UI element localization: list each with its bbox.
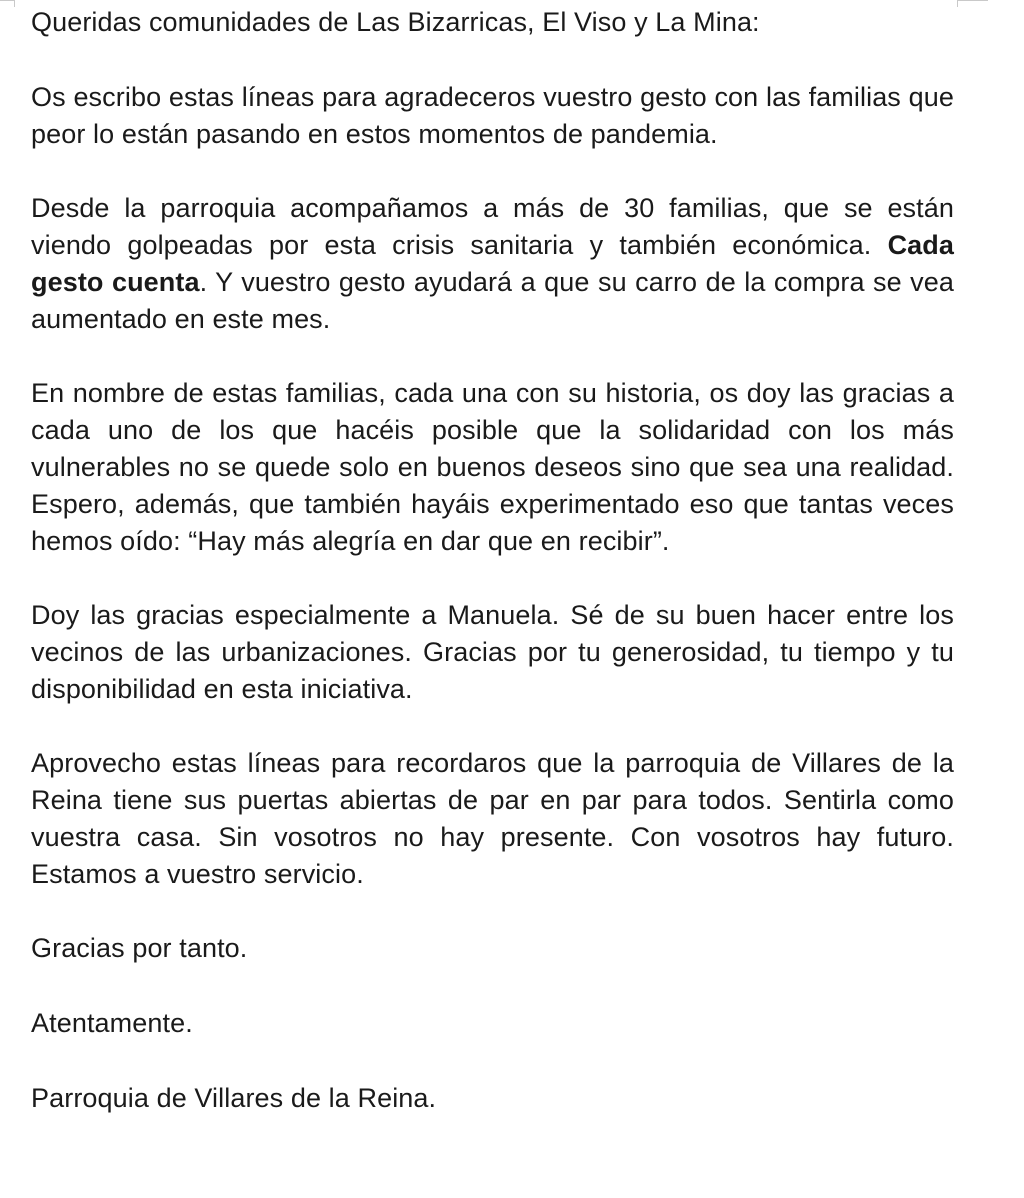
letter-signature: Parroquia de Villares de la Reina. bbox=[31, 1083, 437, 1113]
letter-closing: Atentamente. bbox=[31, 1008, 193, 1038]
letter-greeting: Queridas comunidades de Las Bizarricas, El Viso y La Mina: bbox=[31, 7, 760, 37]
page-corner-mark-right bbox=[957, 0, 988, 7]
paragraph-gratitude: Os escribo estas líneas para agradeceros vuestro gesto con las familias que peor lo están pasando en estos momentos de pandemia. bbox=[31, 82, 954, 149]
letter-thanks: Gracias por tanto. bbox=[31, 933, 248, 963]
paragraph-families bbox=[31, 190, 954, 338]
letter-body bbox=[31, 4, 954, 1155]
paragraph-solidarity: En nombre de estas familias, cada una con su historia, os doy las gracias a cada uno de los que hacéis posible que la solidaridad con los más vulnerables no se quede solo en buenos deseos sino que sea una realidad. Espero, además, que también hayáis experimentado eso que tantas veces hemos oído: “Hay más alegría en dar que en recibir”. bbox=[31, 378, 954, 556]
emphasis-cada-gesto-cuenta: Cada gesto cuenta bbox=[31, 230, 954, 297]
paragraph-families-text-end: . Y vuestro gesto ayudará a que su carro de la compra se vea aumentado en este mes. bbox=[31, 267, 954, 334]
paragraph-families-text-start: Desde la parroquia acompañamos a más de 30 familias, que se están viendo golpeadas por esta crisis sanitaria y también económica. bbox=[31, 193, 954, 260]
page-corner-mark-left bbox=[0, 0, 15, 7]
paragraph-parish-invitation: Aprovecho estas líneas para recordaros que la parroquia de Villares de la Reina tiene sus puertas abiertas de par en par para todos. Sentirla como vuestra casa. Sin vosotros no hay presente. Con vosotros hay futuro. Estamos a vuestro servicio. bbox=[31, 748, 954, 889]
paragraph-manuela: Doy las gracias especialmente a Manuela. Sé de su buen hacer entre los vecinos de las urbanizaciones. Gracias por tu generosidad, tu tiempo y tu disponibilidad en esta iniciativa. bbox=[31, 600, 954, 704]
